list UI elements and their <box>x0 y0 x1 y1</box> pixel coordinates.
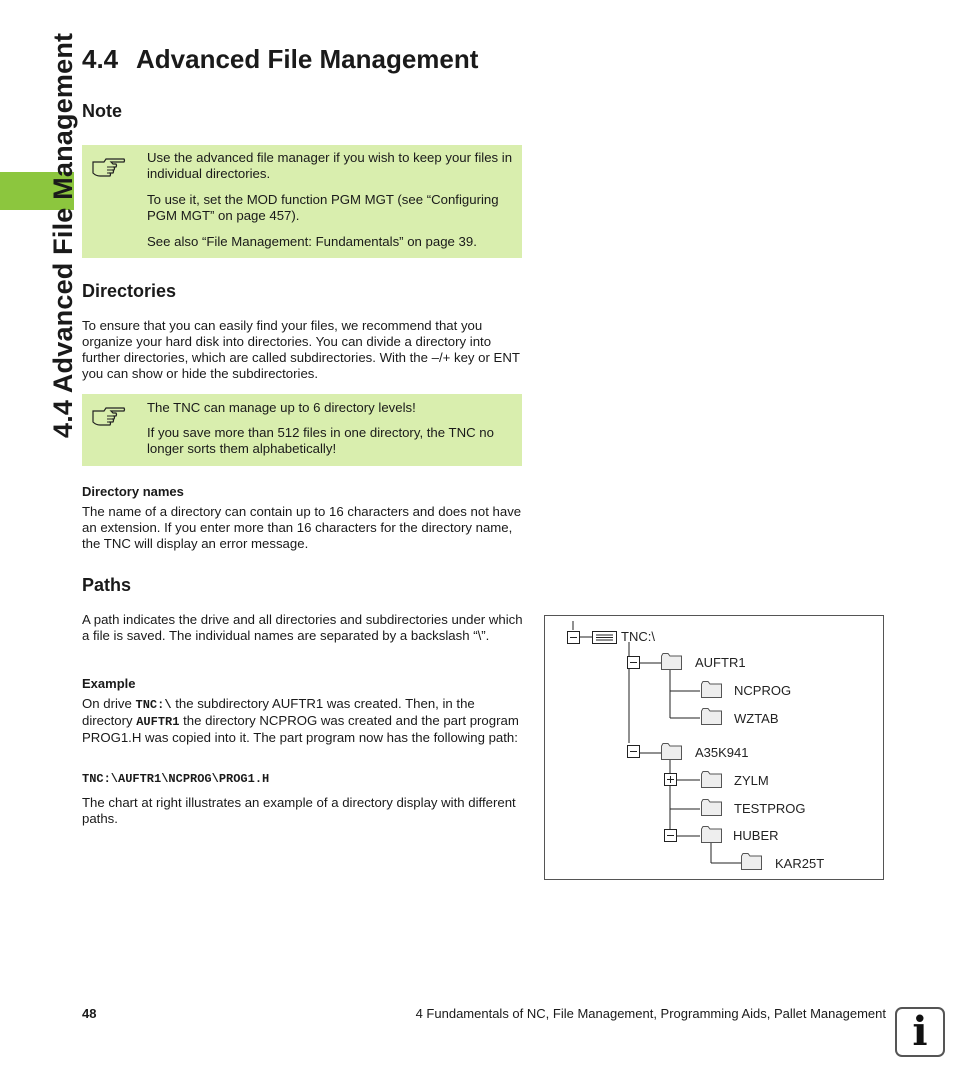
example-path-code: TNC:\AUFTR1\NCPROG\PROG1.H <box>82 772 270 786</box>
folder-icon <box>701 826 722 843</box>
pointing-hand-icon <box>92 402 126 428</box>
folder-icon <box>661 653 682 670</box>
tree-label-auftr1[interactable]: AUFTR1 <box>695 655 746 670</box>
note-text: See also “File Management: Fundamentals” on page 39. <box>147 234 477 249</box>
chapter-footer: 4 Fundamentals of NC, File Management, Programming Aids, Pallet Management <box>415 1006 886 1021</box>
example-paragraph: On drive TNC:\ the subdirectory AUFTR1 was created. Then, in the directory AUFTR1 the directory NCPROG was created and the part program PROG1.H was copied into it. The part program now has the following path: <box>82 696 519 745</box>
note-text: Use the advanced file manager if you wish to keep your files in individual directories. <box>147 150 513 181</box>
folder-icon <box>741 853 762 870</box>
tree-label-ncprog[interactable]: NCPROG <box>734 683 792 698</box>
tree-label-root[interactable]: TNC:\ <box>621 629 655 644</box>
sidebar-title: 4.4 Advanced File Management <box>48 32 78 438</box>
folder-icon <box>701 708 722 725</box>
tree-label-wztab[interactable]: WZTAB <box>734 711 779 726</box>
paths-paragraph: A path indicates the drive and all directories and subdirectories under which a file is saved. The individual names are separated by a backslash “\”. <box>82 612 523 643</box>
directory-names-heading: Directory names <box>82 484 184 499</box>
note-text: If you save more than 512 files in one directory, the TNC no longer sorts them alphabetically! <box>147 425 494 456</box>
page-number: 48 <box>82 1006 97 1021</box>
directory-names-paragraph: The name of a directory can contain up to 16 characters and does not have an extension. If you enter more than 16 characters for the directory name, the TNC will display an error message. <box>82 504 522 551</box>
example-heading: Example <box>82 676 136 691</box>
paths-heading: Paths <box>82 575 132 595</box>
folder-icon <box>701 681 722 698</box>
section-title: Advanced File Management <box>136 44 479 74</box>
code-directory: AUFTR1 <box>136 715 180 729</box>
info-icon: i <box>895 1007 945 1057</box>
chart-explanation: The chart at right illustrates an example of a directory display with different paths. <box>82 795 516 826</box>
note-box <box>82 145 522 258</box>
note-heading: Note <box>82 101 122 121</box>
note-text: To use it, set the MOD function PGM MGT (see “Configuring PGM MGT” on page 457). <box>147 192 499 223</box>
collapse-icon[interactable] <box>627 656 640 669</box>
folder-icon <box>701 771 722 788</box>
code-drive: TNC:\ <box>135 698 172 712</box>
tree-label-a35k941[interactable]: A35K941 <box>695 745 749 760</box>
directories-paragraph: To ensure that you can easily find your files, we recommend that you organize your hard disk into directories. You can divide a directory into further directories, which are called subdirectories. With the –/+ key or ENT you can show or hide the subdirectories. <box>82 318 520 381</box>
directories-note-box <box>82 394 522 466</box>
tree-label-kar25t[interactable]: KAR25T <box>775 856 825 871</box>
section-number: 4.4 <box>82 44 119 74</box>
collapse-icon[interactable] <box>664 829 677 842</box>
collapse-icon[interactable] <box>627 745 640 758</box>
tree-label-testprog[interactable]: TESTPROG <box>734 801 806 816</box>
directory-tree-figure <box>544 615 884 880</box>
note-text: The TNC can manage up to 6 directory levels! <box>147 400 416 415</box>
section-heading <box>82 44 478 75</box>
pointing-hand-icon <box>92 153 126 179</box>
folder-icon <box>701 799 722 816</box>
tree-label-zylm[interactable]: ZYLM <box>734 773 769 788</box>
folder-icon <box>661 743 682 760</box>
drive-icon <box>592 631 617 644</box>
directories-heading: Directories <box>82 281 177 301</box>
collapse-icon[interactable] <box>567 631 580 644</box>
expand-icon[interactable] <box>664 773 677 786</box>
tree-label-huber[interactable]: HUBER <box>733 828 779 843</box>
